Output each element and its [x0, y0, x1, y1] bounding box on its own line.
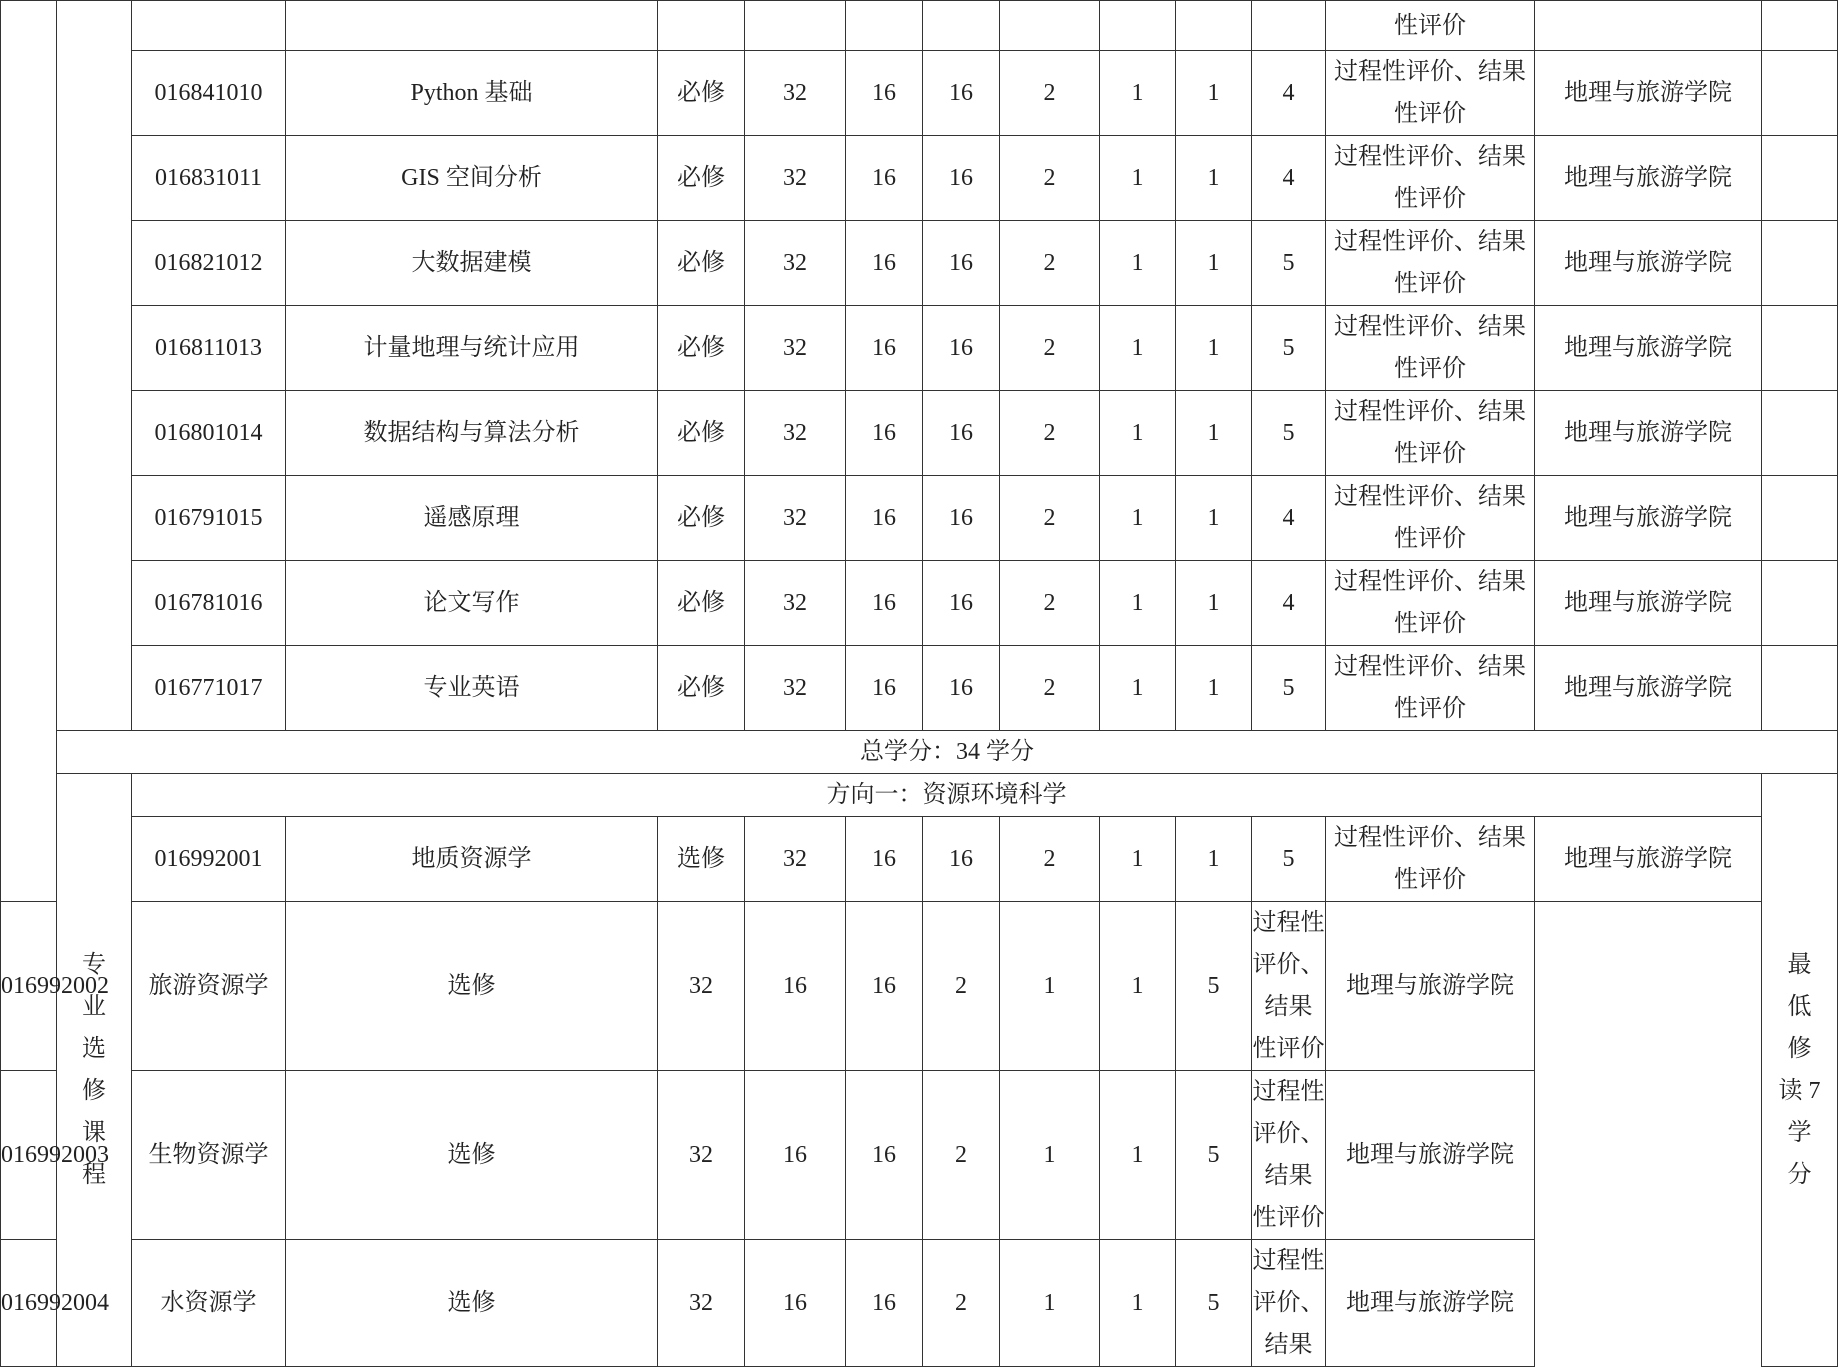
semester: 5: [1252, 221, 1326, 306]
assessment: [1252, 1240, 1326, 1367]
note-cell: [1762, 476, 1838, 561]
department: 地理与旅游学院: [1535, 221, 1762, 306]
empty-cell: [1100, 1, 1176, 51]
total-credits: 总学分：34 学分: [57, 731, 1838, 774]
department: 地理与旅游学院: [1535, 817, 1762, 902]
assessment-line-1: 过程性评价、结果: [1252, 1079, 1325, 1189]
total-hours: 32: [745, 561, 846, 646]
credit-split-1: 1: [1100, 646, 1176, 731]
lecture-hours: 16: [846, 476, 923, 561]
practice-hours: 16: [923, 817, 1000, 902]
total-hours: 32: [745, 391, 846, 476]
total-hours: 32: [745, 136, 846, 221]
department: 地理与旅游学院: [1535, 476, 1762, 561]
credit-split-1: 1: [1100, 561, 1176, 646]
empty-cell: [846, 1, 923, 51]
assessment: [1252, 1071, 1326, 1240]
credit-split-1: 1: [1000, 1071, 1100, 1240]
semester: 5: [1176, 902, 1252, 1071]
assessment: [1326, 817, 1535, 902]
assessment-line-1: 过程性评价、结果: [1334, 654, 1526, 680]
empty-cell: [658, 1, 745, 51]
note-cell: [1762, 646, 1838, 731]
assessment-line-1: 过程性评价、结果: [1252, 910, 1325, 1020]
table-row: [1, 1240, 1838, 1367]
assessment-line-1: 过程性评价、结果: [1334, 484, 1526, 510]
department: 地理与旅游学院: [1535, 51, 1762, 136]
table-row: [1, 561, 1838, 646]
department: 地理与旅游学院: [1535, 561, 1762, 646]
credits: 2: [1000, 391, 1100, 476]
credits: 2: [923, 902, 1000, 1071]
direction-title: 方向一：资源环境科学: [132, 774, 1762, 817]
course-code: 016781016: [132, 561, 286, 646]
semester: 5: [1252, 646, 1326, 731]
practice-hours: 16: [923, 561, 1000, 646]
course-type: 必修: [658, 306, 745, 391]
practice-hours: 16: [923, 646, 1000, 731]
credits: 2: [1000, 817, 1100, 902]
assessment-line-2: 性评价: [1394, 101, 1466, 127]
course-name: 大数据建模: [286, 221, 658, 306]
total-hours: 32: [745, 221, 846, 306]
course-type: 选修: [286, 1240, 658, 1367]
course-type: 选修: [658, 817, 745, 902]
lecture-hours: 16: [846, 817, 923, 902]
assessment-line-2: 性评价: [1394, 356, 1466, 382]
assessment: [1326, 561, 1535, 646]
semester: 4: [1252, 561, 1326, 646]
cell-line: 修: [1787, 1036, 1812, 1062]
assessment: [1326, 391, 1535, 476]
credit-split-2: 1: [1176, 136, 1252, 221]
credit-split-1: 1: [1100, 476, 1176, 561]
assessment: [1326, 476, 1535, 561]
course-code: 016841010: [132, 51, 286, 136]
assessment-line-2: 性评价: [1394, 186, 1466, 212]
note-cell: [1762, 136, 1838, 221]
credits: 2: [923, 1240, 1000, 1367]
table-row: [1, 136, 1838, 221]
course-code: 016992004: [1, 1240, 57, 1367]
required-category-cell: [57, 1, 132, 731]
course-type: 必修: [658, 136, 745, 221]
credit-split-1: 1: [1100, 306, 1176, 391]
course-type: 必修: [658, 391, 745, 476]
credit-split-1: 1: [1000, 1240, 1100, 1367]
assessment-line-1: 过程性评价、结果: [1334, 229, 1526, 255]
semester: 4: [1252, 136, 1326, 221]
elective-category-label: [57, 774, 132, 1367]
practice-hours: 16: [923, 306, 1000, 391]
lecture-hours: 16: [745, 1071, 846, 1240]
practice-hours: 16: [923, 136, 1000, 221]
credits: 2: [1000, 136, 1100, 221]
empty-cell: [132, 1, 286, 51]
cell-line: 最: [1787, 952, 1812, 978]
assessment: [1326, 136, 1535, 221]
assessment-line-1: 过程性评价、结果: [1334, 399, 1526, 425]
credits: 2: [1000, 561, 1100, 646]
assessment-line-2: 性评价: [1394, 611, 1466, 637]
assessment-line-1: 过程性评价、结果: [1334, 825, 1526, 851]
minimum-credits-note: [1762, 774, 1838, 1367]
credits: 2: [1000, 476, 1100, 561]
credit-split-1: 1: [1000, 902, 1100, 1071]
note-cell: [1762, 306, 1838, 391]
practice-hours: 16: [846, 902, 923, 1071]
total-hours: 32: [745, 646, 846, 731]
credit-split-1: 1: [1100, 221, 1176, 306]
course-code: 016992003: [1, 1071, 57, 1240]
semester: 4: [1252, 51, 1326, 136]
assessment-line-2: 性评价: [1252, 1205, 1325, 1231]
course-code: 016811013: [132, 306, 286, 391]
table-row: [1, 902, 1838, 1071]
course-type: 必修: [658, 221, 745, 306]
cell-line: 课: [82, 1120, 106, 1146]
lecture-hours: 16: [846, 51, 923, 136]
course-name: 专业英语: [286, 646, 658, 731]
credits: 2: [1000, 221, 1100, 306]
semester: 5: [1176, 1071, 1252, 1240]
course-type: 必修: [658, 51, 745, 136]
assessment-line-2: 性评价: [1394, 271, 1466, 297]
total-hours: 32: [745, 476, 846, 561]
assessment: [1326, 646, 1535, 731]
direction-row: [1, 774, 1838, 817]
assessment: 性评价: [1326, 1, 1535, 51]
semester: 5: [1252, 306, 1326, 391]
assessment-line-1: 过程性评价、结果: [1334, 314, 1526, 340]
note-cell: [1762, 1, 1838, 51]
lecture-hours: 16: [846, 221, 923, 306]
table-row: [1, 51, 1838, 136]
lecture-hours: 16: [745, 1240, 846, 1367]
credit-split-2: 1: [1176, 391, 1252, 476]
course-name: 生物资源学: [132, 1071, 286, 1240]
empty-cell: [923, 1, 1000, 51]
practice-hours: 16: [846, 1071, 923, 1240]
empty-cell: [1176, 1, 1252, 51]
assessment-line-1: 过程性评价、结果: [1334, 569, 1526, 595]
total-hours: 32: [658, 1071, 745, 1240]
course-code: 016992002: [1, 902, 57, 1071]
table-row: [1, 306, 1838, 391]
assessment-line-2: 性评价: [1394, 867, 1466, 893]
table-row: [1, 391, 1838, 476]
lecture-hours: 16: [846, 136, 923, 221]
credit-split-1: 1: [1100, 136, 1176, 221]
credit-split-2: 1: [1176, 221, 1252, 306]
semester: 5: [1176, 1240, 1252, 1367]
department: 地理与旅游学院: [1535, 391, 1762, 476]
lecture-hours: 16: [846, 391, 923, 476]
cell-line: 低: [1787, 994, 1812, 1020]
credit-split-1: 1: [1100, 51, 1176, 136]
total-hours: 32: [745, 306, 846, 391]
credit-split-1: 1: [1100, 817, 1176, 902]
credit-split-2: 1: [1176, 817, 1252, 902]
course-name: 计量地理与统计应用: [286, 306, 658, 391]
empty-cell: [745, 1, 846, 51]
cell-line: 读 7: [1778, 1078, 1821, 1104]
course-name: 水资源学: [132, 1240, 286, 1367]
course-code: 016791015: [132, 476, 286, 561]
assessment: [1326, 51, 1535, 136]
cell-line: 程: [82, 1162, 106, 1188]
course-type: 选修: [286, 902, 658, 1071]
credit-split-2: 1: [1100, 1240, 1176, 1367]
credits: 2: [1000, 306, 1100, 391]
credit-split-2: 1: [1176, 646, 1252, 731]
cell-line: 修: [82, 1078, 106, 1104]
course-name: 论文写作: [286, 561, 658, 646]
course-type: 必修: [658, 476, 745, 561]
lecture-hours: 16: [745, 902, 846, 1071]
course-name: 遥感原理: [286, 476, 658, 561]
practice-hours: 16: [923, 221, 1000, 306]
department: [1535, 1, 1762, 51]
total-hours: 32: [745, 817, 846, 902]
course-name: 数据结构与算法分析: [286, 391, 658, 476]
table-row: [1, 476, 1838, 561]
course-code: 016771017: [132, 646, 286, 731]
course-name: 旅游资源学: [132, 902, 286, 1071]
outer-category-cell: [1, 1, 57, 902]
course-code: 016821012: [132, 221, 286, 306]
cell-line: 业: [82, 994, 106, 1020]
practice-hours: 16: [923, 476, 1000, 561]
department: 地理与旅游学院: [1535, 306, 1762, 391]
cell-line: 专: [82, 952, 106, 978]
department: 地理与旅游学院: [1535, 136, 1762, 221]
course-code: 016831011: [132, 136, 286, 221]
empty-cell: [286, 1, 658, 51]
lecture-hours: 16: [846, 561, 923, 646]
practice-hours: 16: [923, 51, 1000, 136]
total-hours: 32: [745, 51, 846, 136]
credit-split-1: 1: [1100, 391, 1176, 476]
cell-line: 学: [1787, 1120, 1812, 1146]
note-cell: [1762, 221, 1838, 306]
cell-line: 分: [1787, 1162, 1812, 1188]
department: 地理与旅游学院: [1326, 902, 1535, 1071]
table-body: [1, 1, 1838, 1367]
course-code: 016992001: [132, 817, 286, 902]
table-row: [1, 221, 1838, 306]
assessment-line-2: 性评价: [1394, 526, 1466, 552]
course-name: Python 基础: [286, 51, 658, 136]
lecture-hours: 16: [846, 646, 923, 731]
assessment-line-1: 过程性评价、结果: [1334, 144, 1526, 170]
note-cell: [1762, 561, 1838, 646]
assessment: [1252, 902, 1326, 1071]
department: 地理与旅游学院: [1326, 1240, 1535, 1367]
assessment: [1326, 221, 1535, 306]
practice-hours: 16: [923, 391, 1000, 476]
note-cell: [1762, 51, 1838, 136]
lecture-hours: 16: [846, 306, 923, 391]
course-type: 选修: [286, 1071, 658, 1240]
assessment-line-2: 性评价: [1394, 696, 1466, 722]
credits: 2: [1000, 646, 1100, 731]
assessment-line-2: 性评价: [1394, 441, 1466, 467]
note-cell: [1762, 391, 1838, 476]
credit-split-2: 1: [1176, 476, 1252, 561]
cell-line: 选: [82, 1036, 106, 1062]
department: 地理与旅游学院: [1326, 1071, 1535, 1240]
course-name: GIS 空间分析: [286, 136, 658, 221]
total-hours: 32: [658, 902, 745, 1071]
semester: 4: [1252, 476, 1326, 561]
course-name: 地质资源学: [286, 817, 658, 902]
department: 地理与旅游学院: [1535, 646, 1762, 731]
empty-cell: [1000, 1, 1100, 51]
credits: 2: [923, 1071, 1000, 1240]
semester: 5: [1252, 391, 1326, 476]
assessment-line-1: 过程性评价、结果: [1252, 1248, 1325, 1358]
credit-split-2: 1: [1176, 51, 1252, 136]
table-row: [1, 1071, 1838, 1240]
total-row: [1, 731, 1838, 774]
credit-split-2: 1: [1100, 902, 1176, 1071]
course-type: 必修: [658, 561, 745, 646]
practice-hours: 16: [846, 1240, 923, 1367]
table-row: [1, 646, 1838, 731]
total-hours: 32: [658, 1240, 745, 1367]
semester: 5: [1252, 817, 1326, 902]
assessment-line-2: 性评价: [1252, 1036, 1325, 1062]
credits: 2: [1000, 51, 1100, 136]
course-code: 016801014: [132, 391, 286, 476]
credit-split-2: 1: [1176, 306, 1252, 391]
table-row: [1, 1, 1838, 51]
table-row: [1, 817, 1838, 902]
assessment: [1326, 306, 1535, 391]
credit-split-2: 1: [1176, 561, 1252, 646]
empty-cell: [1252, 1, 1326, 51]
course-type: 必修: [658, 646, 745, 731]
assessment-line-1: 过程性评价、结果: [1334, 59, 1526, 85]
credit-split-2: 1: [1100, 1071, 1176, 1240]
